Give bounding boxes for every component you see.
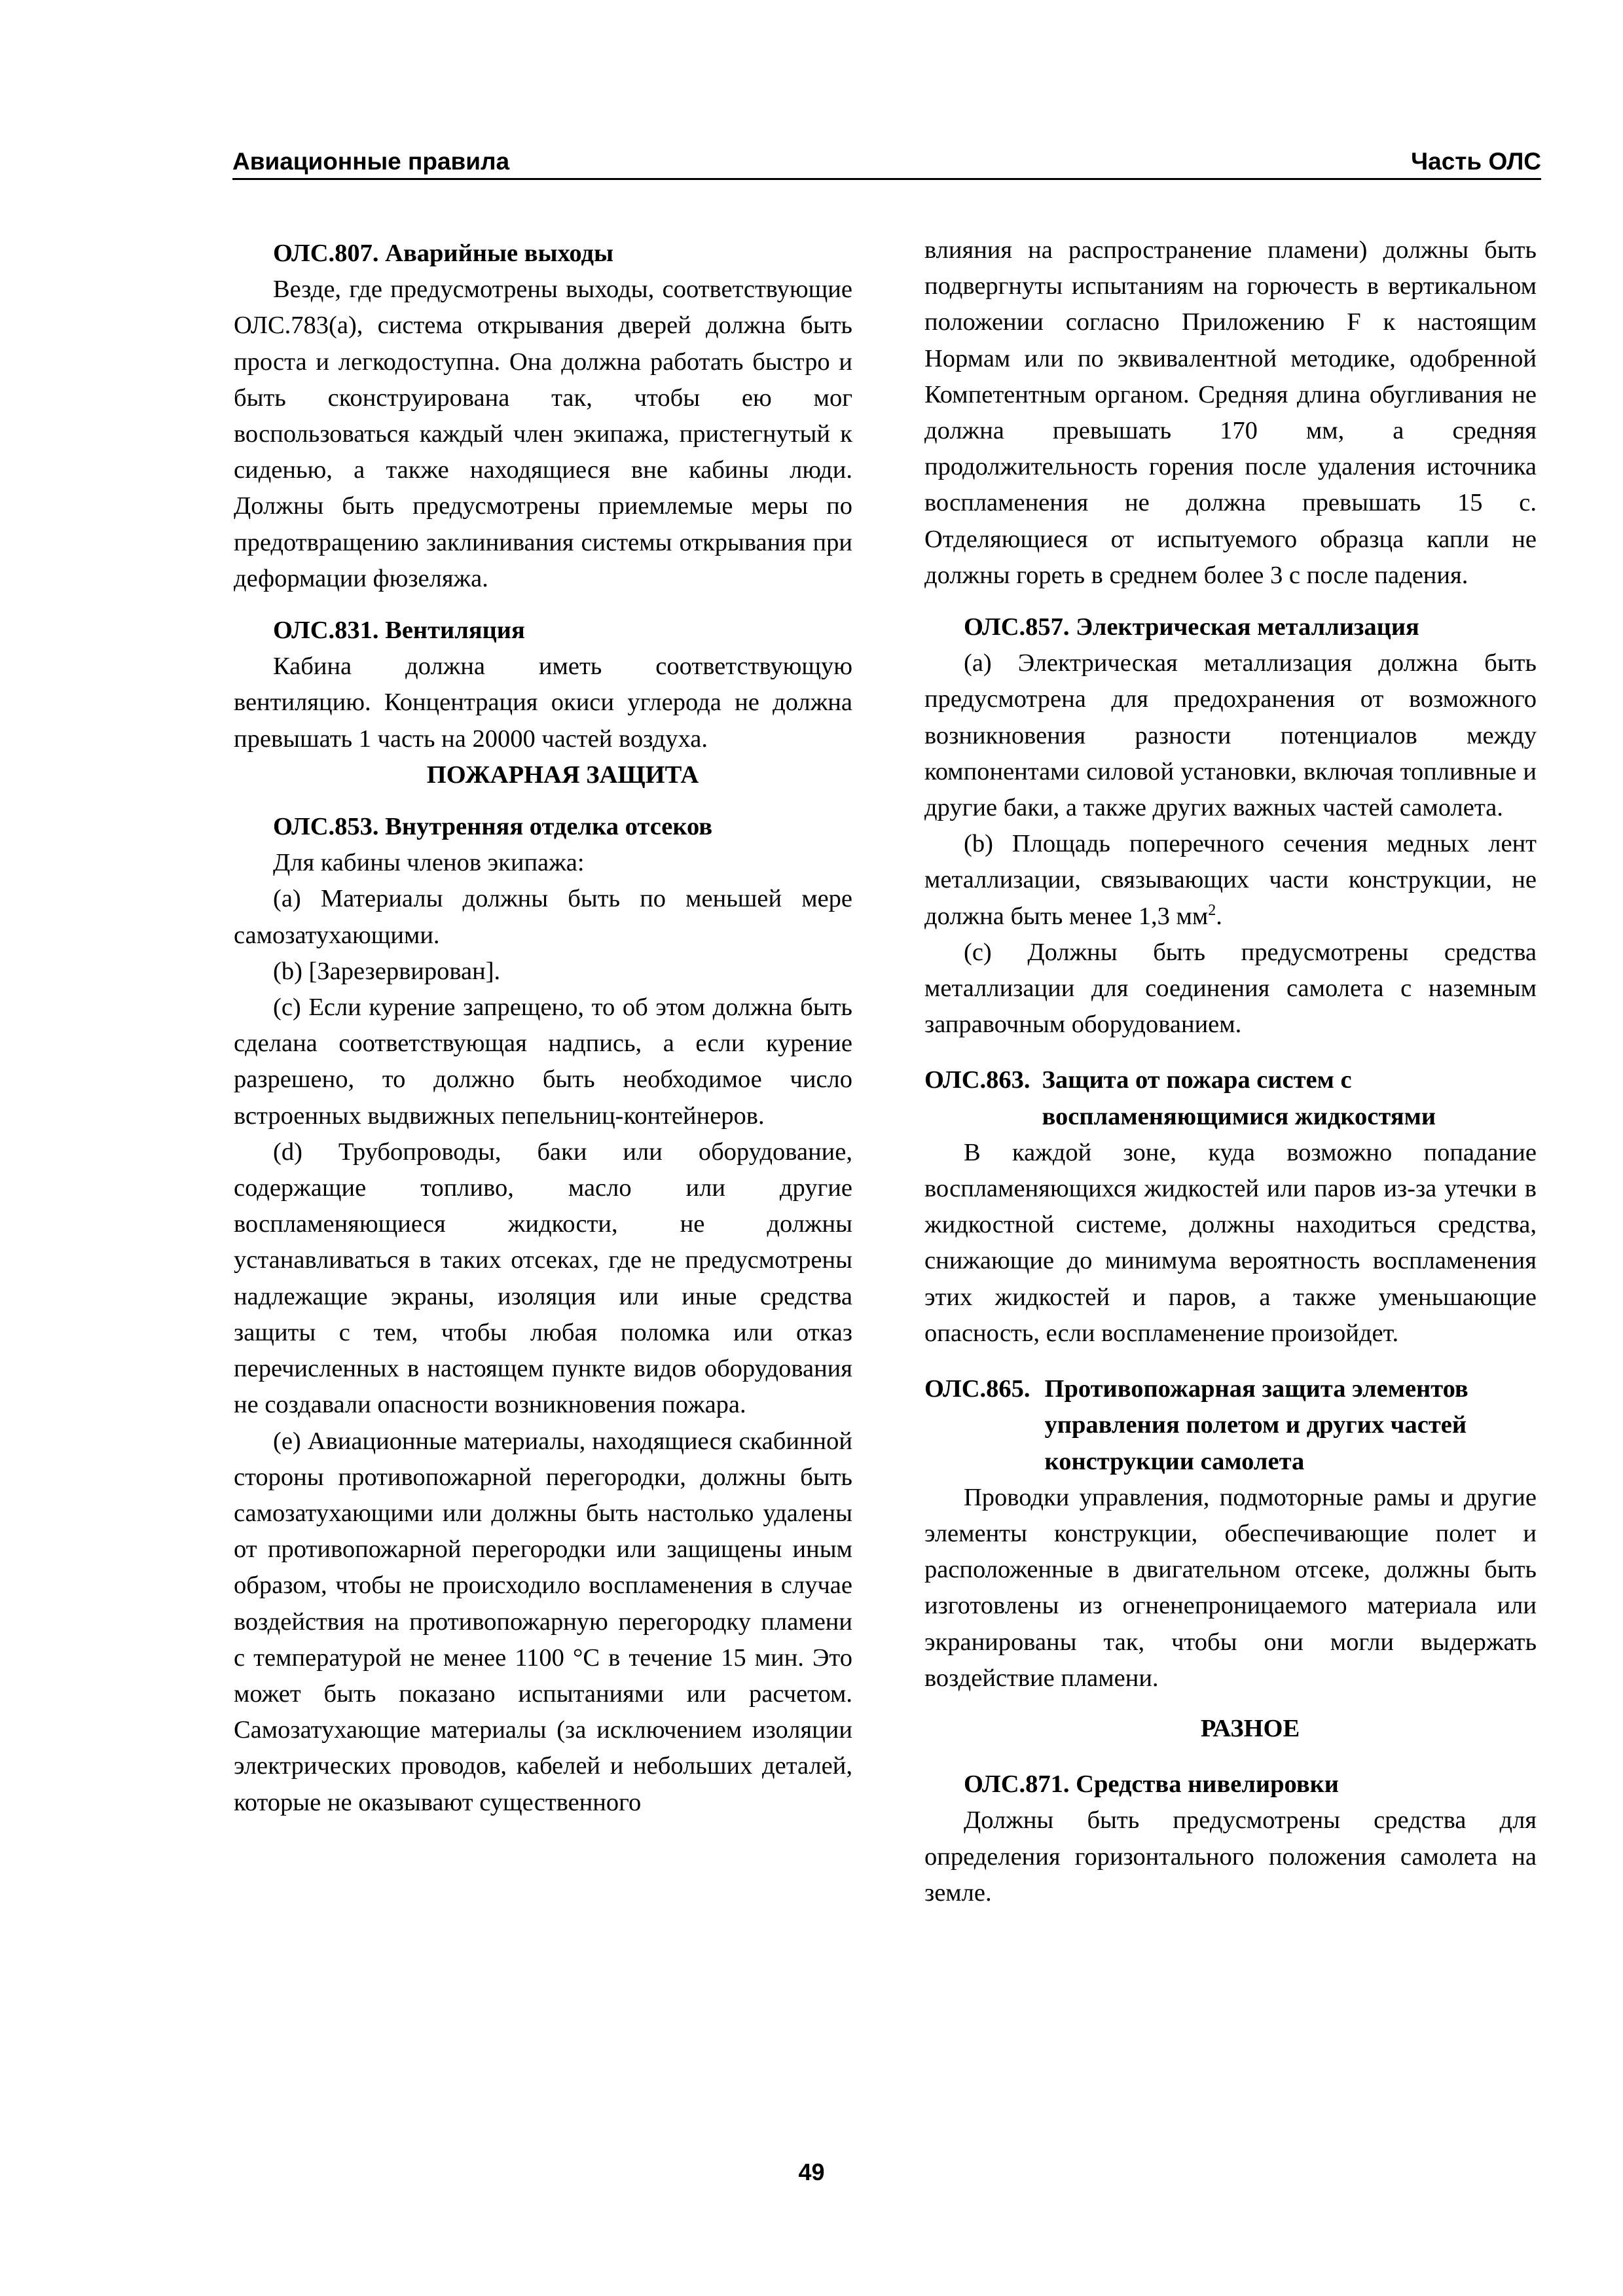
section-853-item-b: (b) [Зарезервирован]. bbox=[273, 957, 501, 985]
superscript-squared: 2 bbox=[1208, 901, 1216, 919]
section-871-paragraph: Должны быть предусмотрены средства для определения горизонтального положения самолета на земле. bbox=[924, 1806, 1537, 1907]
section-853-item-e: (e) Авиационные материалы, находящиеся скабинной стороны противопожарной перегородки, должны быть самозатухающими или должны быть настолько удалены от противопожарной перегородки или защищены иным образом, чтобы не происходило воспламенения в случае воздействия на противопожарную перегородку пламени с температурой не менее 1100 °С в течение 15 мин. Это может быть показано испытаниями или расчетом. Самозатухающие материалы (за исключением изоляции электрических проводов, кабелей и небольших деталей, которые не оказывают существенного bbox=[234, 1427, 852, 1816]
section-857-item-a: (a) Электрическая металлизация должна быть предусмотрена для предохранения от возможного возникновения разности потенциалов между компонентами силовой установки, включая топливные и другие баки, а также других важных частей самолета. bbox=[924, 649, 1537, 822]
section-863-paragraph: В каждой зоне, куда возможно попадание воспламеняющихся жидкостей или паров из-за утечки в жидкостной системе, должны находиться средства, снижающие до минимума вероятность воспламенения этих жидкостей и паров, а также уменьшающие опасность, если воспламенение произойдет. bbox=[924, 1138, 1537, 1347]
section-865-heading: Противопожарная защита элементов управления полетом и других частей конструкции самолета bbox=[1044, 1375, 1468, 1475]
section-853-continuation: влияния на распространение пламени) должны быть подвергнуты испытаниям на горючесть в вертикальном положении согласно Приложению F к настоящим Нормам или по эквивалентной методике, одобренной Компетентным органом. Средняя длина обугливания не должна превышать 170 мм, а средняя продолжительность горения после удаления источника воспламенения не должна превышать 15 с. Отделяющиеся от испытуемого образца капли не должны гореть в среднем более 3 с после падения. bbox=[924, 236, 1537, 589]
section-853-item-d: (d) Трубопроводы, баки или оборудование, содержащие топливо, масло или другие воспламеняющиеся жидкости, не должны устанавливаться в таких отсеках, где не предусмотрены надлежащие экраны, изоляция или иные средства защиты с тем, чтобы любая поломка или отказ перечисленных в настоящем пункте видов оборудования не создавали опасности возникновения пожара. bbox=[234, 1138, 852, 1419]
right-column bbox=[924, 232, 1537, 1911]
section-853-title: ОЛС.853. Внутренняя отделка отсеков bbox=[273, 813, 713, 841]
section-857-item-b bbox=[924, 826, 1537, 935]
section-807-paragraph: Везде, где предусмотрены выходы, соответствующие ОЛС.783(а), система открывания дверей должна быть проста и легкодоступна. Она должна работать быстро и быть сконструирована так, чтобы ею мог воспользоваться каждый член экипажа, пристегнутый к сиденью, а также находящиеся вне кабины люди. Должны быть предусмотрены приемлемые меры по предотвращению заклинивания системы открывания при деформации фюзеляжа. bbox=[234, 276, 852, 592]
section-863-number: ОЛС.863. bbox=[924, 1066, 1030, 1094]
section-831-paragraph: Кабина должна иметь соответствующую вентиляцию. Концентрация окиси углерода не должна превышать 1 часть на 20000 частей воздуха. bbox=[234, 653, 852, 753]
header-part-label: Часть ОЛС bbox=[1411, 148, 1541, 175]
section-863-title bbox=[924, 1062, 1537, 1134]
misc-heading: РАЗНОЕ bbox=[1200, 1714, 1300, 1742]
left-column bbox=[234, 236, 852, 1821]
section-807-title: ОЛС.807. Аварийные выходы bbox=[273, 240, 614, 267]
section-857-item-b-text: (b) Площадь поперечного сечения медных лент металлизации, связывающих части конструкции, не должна быть менее 1,3 мм bbox=[924, 830, 1537, 930]
section-853-intro: Для кабины членов экипажа: bbox=[273, 849, 585, 877]
header-document-title: Авиационные правила bbox=[232, 148, 510, 175]
section-865-title bbox=[924, 1371, 1537, 1480]
section-831-title: ОЛС.831. Вентиляция bbox=[273, 617, 525, 645]
page-header bbox=[232, 139, 1541, 180]
section-853-item-a: (a) Материалы должны быть по меньшей мере самозатухающими. bbox=[234, 885, 852, 949]
section-865-number: ОЛС.865. bbox=[924, 1375, 1030, 1403]
section-857-item-c: (c) Должны быть предусмотрены средства металлизации для соединения самолета с наземным заправочным оборудованием. bbox=[924, 938, 1537, 1039]
fire-protection-heading: ПОЖАРНАЯ ЗАЩИТА bbox=[426, 761, 699, 789]
section-853-item-c: (c) Если курение запрещено, то об этом должна быть сделана соответствующая надпись, а если курение разрешено, то должно быть необходимое число встроенных выдвижных пепельниц-контейнеров. bbox=[234, 994, 852, 1130]
section-857-item-b-end: . bbox=[1216, 902, 1222, 930]
section-863-heading: Защита от пожара систем с воспламеняющимися жидкостями bbox=[1042, 1066, 1436, 1130]
section-871-title: ОЛС.871. Средства нивелировки bbox=[964, 1770, 1339, 1799]
page-number: 49 bbox=[798, 2159, 825, 2185]
section-857-title: ОЛС.857. Электрическая металлизация bbox=[964, 613, 1419, 641]
section-865-paragraph: Проводки управления, подмоторные рамы и другие элементы конструкции, обеспечивающие полет и расположенные в двигательном отсеке, должны быть изготовлены из огненепроницаемого материала или экранированы так, чтобы они могли выдержать воздействие пламени. bbox=[924, 1483, 1537, 1692]
